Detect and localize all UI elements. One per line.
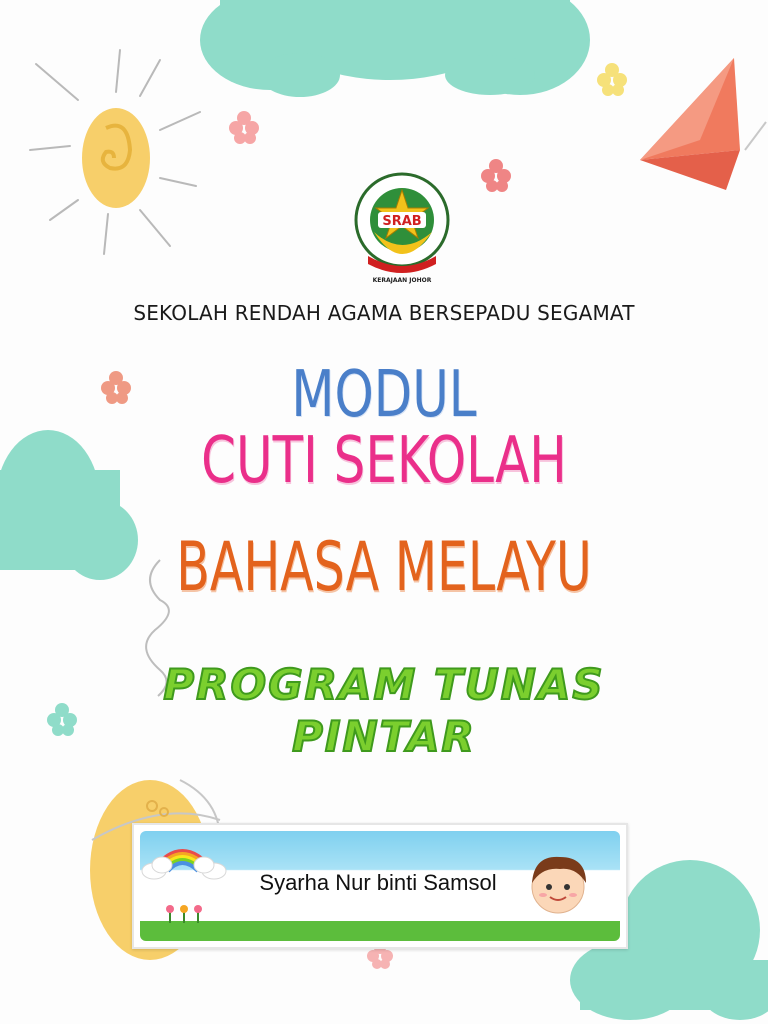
- title-pintar: PINTAR: [292, 712, 476, 761]
- school-name: SEKOLAH RENDAH AGAMA BERSEPADU SEGAMAT: [133, 301, 635, 325]
- school-logo: [352, 172, 452, 284]
- flower-icon: [229, 111, 259, 144]
- logo-initials: SRAB: [382, 214, 422, 229]
- tulips-icon: [166, 905, 202, 923]
- logo-footer-text: KERAJAAN JOHOR: [372, 277, 432, 284]
- flower-icon: [481, 159, 511, 192]
- top-cloud-icon: [200, 0, 590, 97]
- title-program-tunas: PROGRAM TUNAS: [163, 660, 605, 709]
- title-cuti-sekolah: CUTI SEKOLAH: [201, 424, 567, 498]
- flower-icon: [597, 63, 627, 96]
- sun-icon: [30, 50, 200, 254]
- title-modul: MODUL: [291, 358, 477, 432]
- title-bahasa-melayu: BAHASA MELAYU: [176, 528, 592, 607]
- paper-plane-icon: [640, 58, 766, 190]
- student-name: Syarha Nur binti Samsol: [259, 870, 497, 895]
